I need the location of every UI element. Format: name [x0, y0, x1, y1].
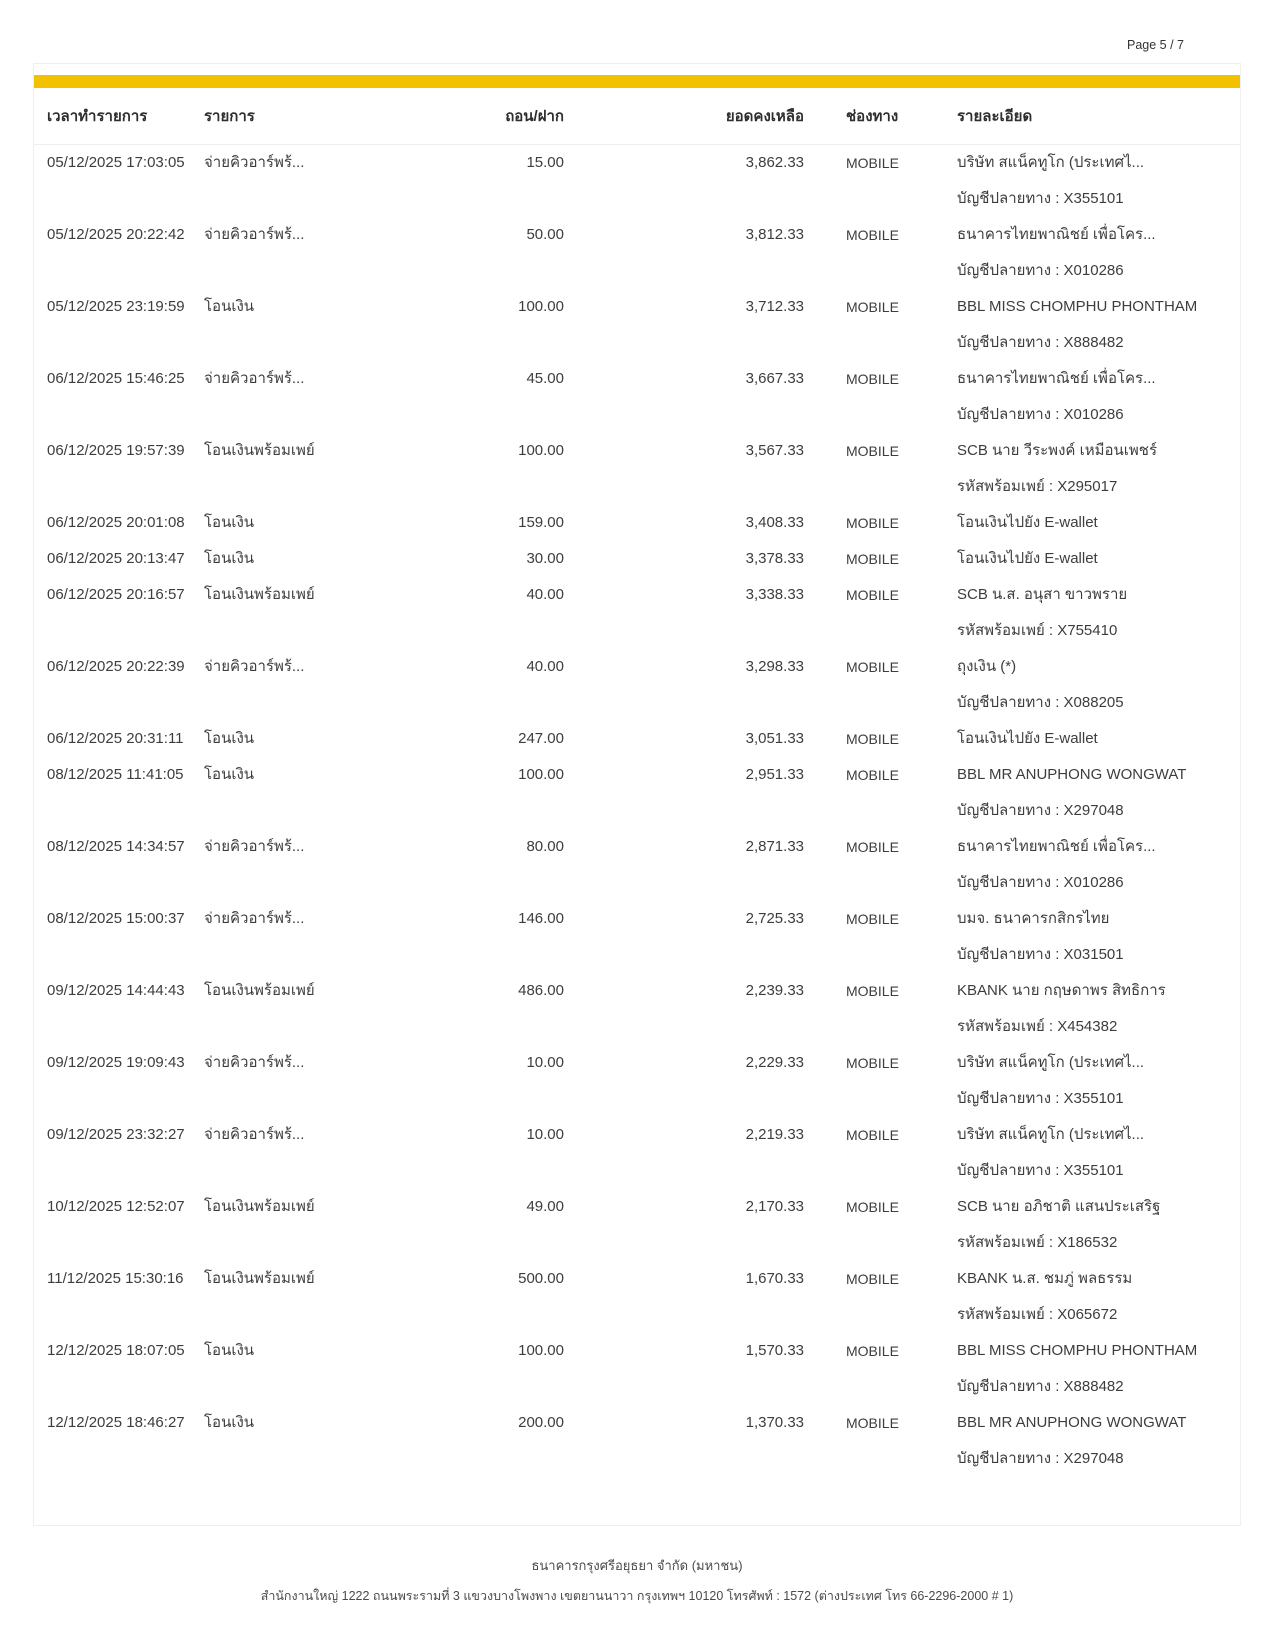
transaction-time: 10/12/2025 12:52:07: [47, 1198, 185, 1215]
transaction-time: 05/12/2025 23:19:59: [47, 298, 185, 315]
col-header-details: รายละเอียด: [957, 108, 1033, 125]
table-row: [34, 973, 1240, 1045]
transaction-channel: MOBILE: [846, 1199, 899, 1215]
detail-line-1: BBL MISS CHOMPHU PHONTHAM: [957, 298, 1198, 315]
transaction-amount: 500.00: [518, 1270, 564, 1287]
detail-line-2: บัญชีปลายทาง : X010286: [957, 874, 1124, 891]
table-row: [34, 1189, 1240, 1261]
transaction-amount: 100.00: [518, 442, 564, 459]
bank-address: สำนักงานใหญ่ 1222 ถนนพระรามที่ 3 แขวงบางโพงพาง เขตยานนาวา กรุงเทพฯ 10120 โทรศัพท์ : 1572 (ต่างประเทศ โทร 66-2296-2000 # 1): [260, 1589, 1014, 1603]
detail-line-2: บัญชีปลายทาง : X355101: [957, 190, 1124, 207]
transaction-balance: 2,871.33: [745, 838, 804, 855]
detail-line-1: BBL MR ANUPHONG WONGWAT: [957, 766, 1187, 783]
transaction-balance: 2,219.33: [745, 1126, 804, 1143]
transaction-channel: MOBILE: [846, 731, 899, 747]
col-header-channel: ช่องทาง: [846, 108, 899, 125]
detail-line-2: บัญชีปลายทาง : X888482: [957, 1378, 1124, 1395]
transaction-details: [919, 901, 1240, 973]
transaction-type: โอนเงิน: [204, 1342, 255, 1359]
table-row: [34, 901, 1240, 973]
detail-line-2: รหัสพร้อมเพย์ : X454382: [957, 1018, 1118, 1035]
transaction-balance: 3,378.33: [745, 550, 804, 567]
transaction-type: โอนเงินพร้อมเพย์: [204, 1198, 315, 1215]
detail-line-2: รหัสพร้อมเพย์ : X186532: [957, 1234, 1118, 1251]
transaction-balance: 3,298.33: [745, 658, 804, 675]
transaction-balance: 3,667.33: [745, 370, 804, 387]
detail-line-2: รหัสพร้อมเพย์ : X065672: [957, 1306, 1118, 1323]
transaction-type: จ่ายคิวอาร์พร้...: [204, 1126, 305, 1143]
transaction-type: จ่ายคิวอาร์พร้...: [204, 1054, 305, 1071]
transaction-type: โอนเงิน: [204, 550, 255, 567]
transaction-details: [919, 541, 1240, 577]
detail-line-1: KBANK น.ส. ชมภู่ พลธรรม: [957, 1270, 1133, 1287]
table-row: [34, 145, 1240, 217]
detail-line-1: บริษัท สแน็คทูโก (ประเทศไ...: [957, 1126, 1145, 1143]
transaction-balance: 1,670.33: [745, 1270, 804, 1287]
transaction-type: โอนเงินพร้อมเพย์: [204, 982, 315, 999]
transaction-channel: MOBILE: [846, 1415, 899, 1431]
transaction-type: โอนเงิน: [204, 766, 255, 783]
transaction-balance: 3,812.33: [745, 226, 804, 243]
transaction-amount: 80.00: [526, 838, 564, 855]
statement-table: [33, 63, 1241, 1526]
transaction-balance: 2,229.33: [745, 1054, 804, 1071]
transaction-amount: 49.00: [526, 1198, 564, 1215]
detail-line-1: โอนเงินไปยัง E-wallet: [957, 550, 1098, 567]
transaction-channel: MOBILE: [846, 767, 899, 783]
detail-line-2: รหัสพร้อมเพย์ : X755410: [957, 622, 1118, 639]
transaction-balance: 3,567.33: [745, 442, 804, 459]
transaction-details: [919, 217, 1240, 289]
transaction-amount: 40.00: [526, 586, 564, 603]
transaction-type: โอนเงินพร้อมเพย์: [204, 1270, 315, 1287]
transaction-type: จ่ายคิวอาร์พร้...: [204, 658, 305, 675]
transaction-channel: MOBILE: [846, 659, 899, 675]
transaction-channel: MOBILE: [846, 1055, 899, 1071]
transaction-balance: 2,239.33: [745, 982, 804, 999]
transaction-channel: MOBILE: [846, 227, 899, 243]
transaction-channel: MOBILE: [846, 1127, 899, 1143]
transaction-channel: MOBILE: [846, 1343, 899, 1359]
transaction-amount: 45.00: [526, 370, 564, 387]
detail-line-1: SCB นาย อภิชาติ แสนประเสริฐ: [957, 1198, 1161, 1215]
transaction-balance: 2,725.33: [745, 910, 804, 927]
detail-line-2: บัญชีปลายทาง : X355101: [957, 1162, 1124, 1179]
transaction-time: 09/12/2025 14:44:43: [47, 982, 185, 999]
transaction-time: 06/12/2025 15:46:25: [47, 370, 185, 387]
detail-line-1: SCB น.ส. อนุสา ขาวพราย: [957, 586, 1128, 603]
accent-bar: [34, 75, 1240, 88]
detail-line-1: KBANK นาย กฤษดาพร สิทธิการ: [957, 982, 1166, 999]
detail-line-1: BBL MR ANUPHONG WONGWAT: [957, 1414, 1187, 1431]
transaction-channel: MOBILE: [846, 371, 899, 387]
transaction-balance: 3,408.33: [745, 514, 804, 531]
transaction-time: 12/12/2025 18:46:27: [47, 1414, 185, 1431]
transaction-channel: MOBILE: [846, 443, 899, 459]
transaction-amount: 15.00: [526, 154, 564, 171]
transaction-type: จ่ายคิวอาร์พร้...: [204, 226, 305, 243]
transaction-balance: 3,862.33: [745, 154, 804, 171]
transaction-amount: 40.00: [526, 658, 564, 675]
table-row: [34, 1117, 1240, 1189]
transaction-details: [919, 361, 1240, 433]
transaction-channel: MOBILE: [846, 1271, 899, 1287]
transaction-amount: 30.00: [526, 550, 564, 567]
transaction-time: 05/12/2025 20:22:42: [47, 226, 185, 243]
table-row: [34, 361, 1240, 433]
detail-line-2: บัญชีปลายทาง : X031501: [957, 946, 1124, 963]
transaction-balance: 2,951.33: [745, 766, 804, 783]
transaction-amount: 146.00: [518, 910, 564, 927]
transaction-details: [919, 1117, 1240, 1189]
transaction-time: 09/12/2025 23:32:27: [47, 1126, 185, 1143]
transaction-type: โอนเงิน: [204, 730, 255, 747]
detail-line-1: บมจ. ธนาคารกสิกรไทย: [957, 910, 1110, 927]
col-header-type: รายการ: [204, 108, 255, 125]
transaction-amount: 10.00: [526, 1054, 564, 1071]
transaction-balance: 3,712.33: [745, 298, 804, 315]
detail-line-2: บัญชีปลายทาง : X297048: [957, 802, 1124, 819]
transaction-time: 08/12/2025 11:41:05: [47, 766, 184, 783]
detail-line-1: บริษัท สแน็คทูโก (ประเทศไ...: [957, 154, 1145, 171]
detail-line-1: ธนาคารไทยพาณิชย์ เพื่อโคร...: [957, 226, 1156, 243]
table-row: [34, 433, 1240, 505]
transaction-amount: 50.00: [526, 226, 564, 243]
table-row: [34, 577, 1240, 649]
transaction-channel: MOBILE: [846, 587, 899, 603]
transaction-details: [919, 1333, 1240, 1405]
transaction-type: โอนเงิน: [204, 514, 255, 531]
table-header-row: [34, 88, 1240, 145]
transaction-details: [919, 1189, 1240, 1261]
transaction-type: โอนเงิน: [204, 1414, 255, 1431]
transaction-type: โอนเงินพร้อมเพย์: [204, 586, 315, 603]
transaction-time: 08/12/2025 15:00:37: [47, 910, 185, 927]
transaction-details: [919, 433, 1240, 505]
transaction-balance: 3,338.33: [745, 586, 804, 603]
page-number: Page 5 / 7: [1127, 38, 1184, 52]
transaction-balance: 2,170.33: [745, 1198, 804, 1215]
table-row: [34, 541, 1240, 577]
transaction-amount: 247.00: [518, 730, 564, 747]
transaction-channel: MOBILE: [846, 911, 899, 927]
transaction-type: จ่ายคิวอาร์พร้...: [204, 838, 305, 855]
detail-line-1: ถุงเงิน (*): [957, 658, 1017, 675]
table-row: [34, 757, 1240, 829]
transaction-channel: MOBILE: [846, 551, 899, 567]
table-row: [34, 649, 1240, 721]
transaction-amount: 100.00: [518, 766, 564, 783]
detail-line-2: บัญชีปลายทาง : X010286: [957, 262, 1124, 279]
transaction-details: [919, 577, 1240, 649]
detail-line-1: โอนเงินไปยัง E-wallet: [957, 514, 1098, 531]
transaction-time: 09/12/2025 19:09:43: [47, 1054, 185, 1071]
transaction-details: [919, 757, 1240, 829]
table-row: [34, 1405, 1240, 1477]
transaction-time: 06/12/2025 20:01:08: [47, 514, 185, 531]
detail-line-2: รหัสพร้อมเพย์ : X295017: [957, 478, 1118, 495]
table-body: [34, 145, 1240, 1477]
transaction-details: [919, 505, 1240, 541]
transaction-type: จ่ายคิวอาร์พร้...: [204, 154, 305, 171]
transaction-details: [919, 145, 1240, 217]
transaction-details: [919, 721, 1240, 757]
transaction-time: 06/12/2025 20:16:57: [47, 586, 185, 603]
detail-line-1: ธนาคารไทยพาณิชย์ เพื่อโคร...: [957, 838, 1156, 855]
transaction-time: 05/12/2025 17:03:05: [47, 154, 185, 171]
transaction-details: [919, 1045, 1240, 1117]
table-row: [34, 217, 1240, 289]
transaction-amount: 486.00: [518, 982, 564, 999]
transaction-details: [919, 1405, 1240, 1477]
detail-line-2: บัญชีปลายทาง : X010286: [957, 406, 1124, 423]
transaction-amount: 100.00: [518, 1342, 564, 1359]
transaction-amount: 100.00: [518, 298, 564, 315]
transaction-details: [919, 289, 1240, 361]
detail-line-1: โอนเงินไปยัง E-wallet: [957, 730, 1098, 747]
transaction-balance: 1,370.33: [745, 1414, 804, 1431]
transaction-time: 12/12/2025 18:07:05: [47, 1342, 185, 1359]
transaction-amount: 10.00: [526, 1126, 564, 1143]
transaction-details: [919, 649, 1240, 721]
col-header-time: เวลาทำรายการ: [47, 108, 148, 125]
transaction-amount: 200.00: [518, 1414, 564, 1431]
table-row: [34, 505, 1240, 541]
transaction-type: โอนเงิน: [204, 298, 255, 315]
transaction-channel: MOBILE: [846, 983, 899, 999]
transaction-type: จ่ายคิวอาร์พร้...: [204, 370, 305, 387]
col-header-balance: ยอดคงเหลือ: [725, 108, 804, 125]
transaction-channel: MOBILE: [846, 299, 899, 315]
transaction-time: 08/12/2025 14:34:57: [47, 838, 185, 855]
transaction-time: 06/12/2025 20:31:11: [47, 730, 184, 747]
detail-line-2: บัญชีปลายทาง : X355101: [957, 1090, 1124, 1107]
table-row: [34, 1261, 1240, 1333]
detail-line-2: บัญชีปลายทาง : X888482: [957, 334, 1124, 351]
detail-line-1: BBL MISS CHOMPHU PHONTHAM: [957, 1342, 1198, 1359]
transaction-time: 06/12/2025 20:22:39: [47, 658, 185, 675]
table-row: [34, 721, 1240, 757]
page-footer: [0, 1551, 1274, 1611]
transaction-details: [919, 1261, 1240, 1333]
transaction-time: 11/12/2025 15:30:16: [47, 1270, 184, 1287]
transaction-type: จ่ายคิวอาร์พร้...: [204, 910, 305, 927]
col-header-amount: ถอน/ฝาก: [505, 108, 564, 125]
table-row: [34, 829, 1240, 901]
detail-line-2: บัญชีปลายทาง : X297048: [957, 1450, 1124, 1467]
bank-name: ธนาคารกรุงศรีอยุธยา จำกัด (มหาชน): [531, 1558, 743, 1573]
transaction-balance: 3,051.33: [745, 730, 804, 747]
detail-line-1: ธนาคารไทยพาณิชย์ เพื่อโคร...: [957, 370, 1156, 387]
transaction-details: [919, 973, 1240, 1045]
table-row: [34, 1045, 1240, 1117]
transaction-details: [919, 829, 1240, 901]
transaction-balance: 1,570.33: [745, 1342, 804, 1359]
detail-line-2: บัญชีปลายทาง : X088205: [957, 694, 1124, 711]
transaction-amount: 159.00: [518, 514, 564, 531]
table-row: [34, 289, 1240, 361]
transaction-type: โอนเงินพร้อมเพย์: [204, 442, 315, 459]
transaction-channel: MOBILE: [846, 515, 899, 531]
transaction-channel: MOBILE: [846, 839, 899, 855]
transaction-channel: MOBILE: [846, 155, 899, 171]
table-row: [34, 1333, 1240, 1405]
detail-line-1: SCB นาย วีระพงค์ เหมือนเพชร์: [957, 442, 1158, 459]
detail-line-1: บริษัท สแน็คทูโก (ประเทศไ...: [957, 1054, 1145, 1071]
transaction-time: 06/12/2025 20:13:47: [47, 550, 185, 567]
transaction-time: 06/12/2025 19:57:39: [47, 442, 185, 459]
